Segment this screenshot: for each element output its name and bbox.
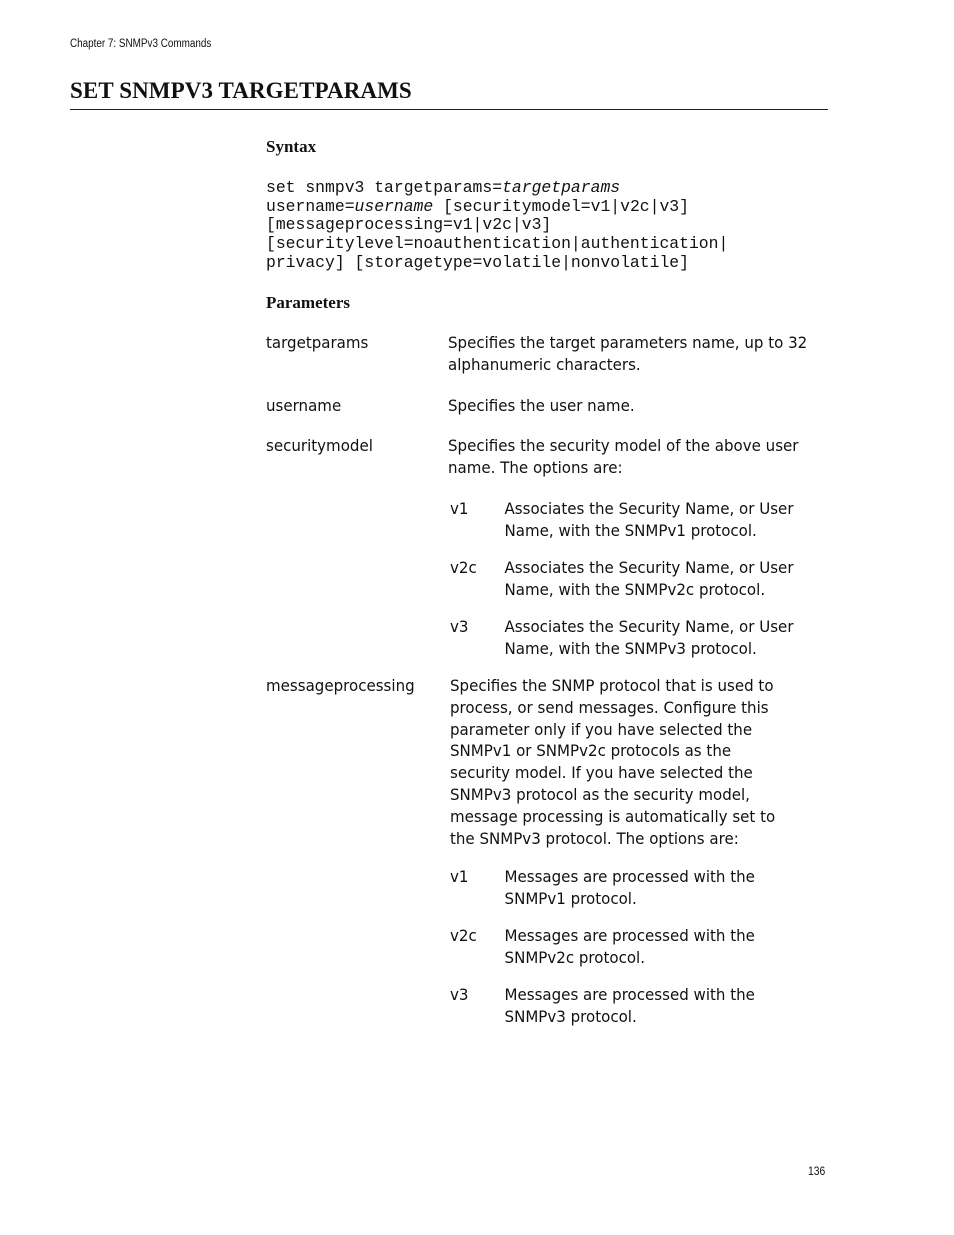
- running-header: Chapter 7: SNMPv3 Commands: [70, 38, 212, 50]
- syntax-line: [266, 216, 728, 235]
- syntax-line: [266, 179, 728, 198]
- syntax-literal: set snmpv3 targetparams=: [266, 178, 503, 197]
- option-item: [450, 925, 807, 969]
- param-desc-text: Specifies the SNMP protocol that is used to process, or send messages. Configure this parameter only if you have selected the SNMPv1 or SNMPv2c protocols as the security model. If you have selected the SNMPv3 protocol as the security model, message processing is automatically set to the SNMPv3 protocol. The options are:: [450, 676, 776, 848]
- syntax-placeholder: targetparams: [502, 178, 621, 197]
- page-title: SET SNMPV3 TARGETPARAMS: [70, 78, 412, 103]
- parameters-heading: Parameters: [266, 293, 351, 312]
- option-text: Messages are processed with the SNMPv3 protocol.: [504, 985, 755, 1026]
- param-name-username: username: [266, 396, 342, 415]
- option-text: Associates the Security Name, or User Name, with the SNMPv3 protocol.: [504, 617, 794, 658]
- syntax-block: [266, 179, 728, 273]
- option-key: v3: [450, 985, 469, 1004]
- option-key: v1: [450, 867, 469, 886]
- option-item: [450, 866, 807, 910]
- syntax-line: [266, 235, 728, 254]
- syntax-literal: privacy] [storagetype=volatile|nonvolatile]: [266, 252, 689, 272]
- option-text: Messages are processed with the SNMPv2c protocol.: [504, 926, 755, 967]
- param-desc-targetparams: [448, 332, 815, 376]
- syntax-line: [266, 198, 728, 217]
- param-desc-messageprocessing: [450, 675, 788, 849]
- option-key: v3: [450, 617, 469, 636]
- option-item: [450, 984, 807, 1028]
- syntax-placeholder: username: [354, 196, 434, 216]
- param-name-messageprocessing: messageprocessing: [266, 676, 415, 695]
- option-text: Associates the Security Name, or User Name, with the SNMPv2c protocol.: [504, 558, 794, 599]
- title-rule: [70, 109, 828, 110]
- param-desc-securitymodel: [448, 435, 810, 479]
- page-number: 136: [808, 1164, 826, 1178]
- option-key: v2c: [450, 558, 477, 577]
- syntax-heading: Syntax: [266, 137, 317, 156]
- param-desc-text: Specifies the security model of the above user name. The options are:: [448, 436, 799, 477]
- param-name-targetparams: targetparams: [266, 333, 369, 352]
- option-item: [450, 557, 807, 601]
- option-item: [450, 616, 807, 660]
- option-key: v1: [450, 499, 469, 518]
- syntax-literal: [securitymodel=v1|v2c|v3]: [433, 196, 689, 216]
- syntax-line: [266, 254, 728, 273]
- syntax-literal: username=: [266, 196, 355, 216]
- option-key: v2c: [450, 926, 477, 945]
- syntax-literal: [securitylevel=noauthentication|authentication|: [266, 234, 729, 254]
- param-name-securitymodel: securitymodel: [266, 436, 373, 455]
- option-text: Messages are processed with the SNMPv1 protocol.: [504, 867, 755, 908]
- param-desc-text: Specifies the target parameters name, up to 32 alphanumeric characters.: [448, 333, 808, 374]
- param-desc-text: Specifies the user name.: [448, 396, 635, 415]
- syntax-literal: [messageprocessing=v1|v2c|v3]: [266, 215, 552, 235]
- option-text: Associates the Security Name, or User Name, with the SNMPv1 protocol.: [504, 499, 794, 540]
- param-desc-username: [448, 395, 815, 417]
- option-item: [450, 498, 807, 542]
